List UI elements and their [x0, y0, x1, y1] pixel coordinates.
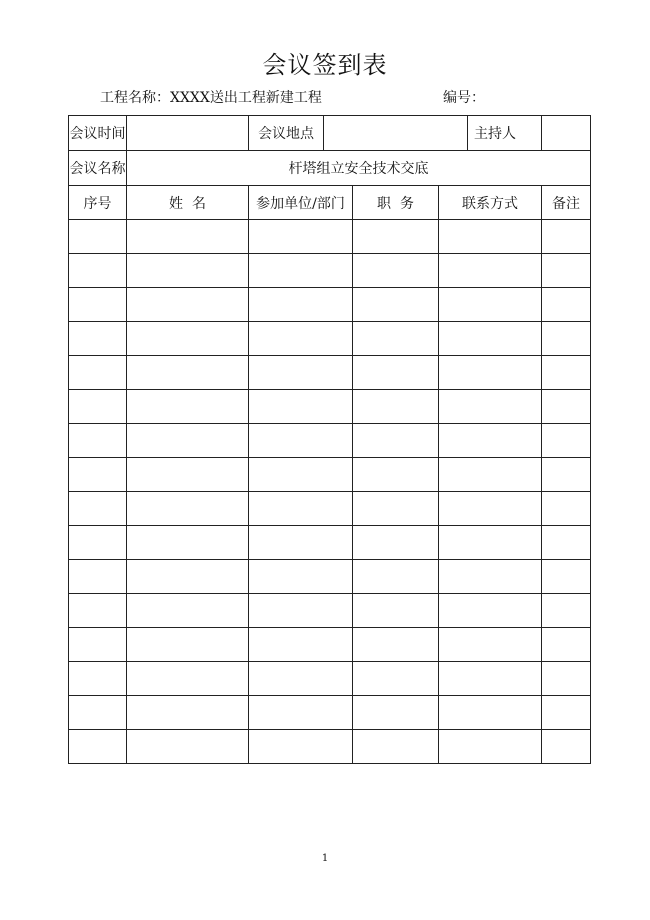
cell-contact[interactable] [439, 322, 542, 356]
cell-contact[interactable] [439, 254, 542, 288]
cell-position[interactable] [353, 492, 439, 526]
cell-index[interactable] [69, 424, 127, 458]
cell-index[interactable] [69, 560, 127, 594]
cell-remarks[interactable] [542, 526, 591, 560]
cell-position[interactable] [353, 288, 439, 322]
table-row [69, 662, 591, 696]
cell-index[interactable] [69, 696, 127, 730]
cell-unit[interactable] [249, 220, 353, 254]
cell-index[interactable] [69, 526, 127, 560]
cell-remarks[interactable] [542, 424, 591, 458]
page-number: 1 [321, 853, 329, 864]
header-index: 序号 [69, 186, 127, 220]
cell-contact[interactable] [439, 220, 542, 254]
cell-position[interactable] [353, 628, 439, 662]
host-value[interactable] [542, 116, 591, 151]
cell-index[interactable] [69, 288, 127, 322]
project-name-label: 工程名称：XXXX送出工程新建工程 [100, 90, 322, 106]
cell-position[interactable] [353, 730, 439, 764]
table-row [69, 220, 591, 254]
cell-unit[interactable] [249, 730, 353, 764]
table-row [69, 322, 591, 356]
cell-remarks[interactable] [542, 254, 591, 288]
table-row [69, 730, 591, 764]
cell-unit[interactable] [249, 322, 353, 356]
cell-unit[interactable] [249, 560, 353, 594]
cell-position[interactable] [353, 220, 439, 254]
cell-name[interactable] [127, 390, 249, 424]
cell-name[interactable] [127, 220, 249, 254]
cell-contact[interactable] [439, 730, 542, 764]
header-name: 姓 名 [127, 186, 249, 220]
header-remarks: 备注 [542, 186, 591, 220]
cell-position[interactable] [353, 662, 439, 696]
cell-position[interactable] [353, 458, 439, 492]
cell-index[interactable] [69, 322, 127, 356]
table-row [69, 458, 591, 492]
cell-name[interactable] [127, 696, 249, 730]
cell-remarks[interactable] [542, 458, 591, 492]
table-row [69, 560, 591, 594]
meeting-name-label: 会议名称 [69, 151, 127, 186]
cell-name[interactable] [127, 662, 249, 696]
cell-remarks[interactable] [542, 390, 591, 424]
cell-contact[interactable] [439, 288, 542, 322]
cell-name[interactable] [127, 628, 249, 662]
header-position: 职 务 [353, 186, 439, 220]
cell-index[interactable] [69, 220, 127, 254]
cell-remarks[interactable] [542, 220, 591, 254]
cell-position[interactable] [353, 390, 439, 424]
cell-unit[interactable] [249, 356, 353, 390]
meeting-place-label: 会议地点 [249, 116, 324, 151]
table-row [69, 594, 591, 628]
cell-contact[interactable] [439, 560, 542, 594]
cell-unit[interactable] [249, 526, 353, 560]
table-row [69, 390, 591, 424]
cell-contact[interactable] [439, 390, 542, 424]
cell-index[interactable] [69, 730, 127, 764]
cell-unit[interactable] [249, 458, 353, 492]
cell-name[interactable] [127, 288, 249, 322]
cell-name[interactable] [127, 424, 249, 458]
cell-position[interactable] [353, 254, 439, 288]
cell-name[interactable] [127, 526, 249, 560]
cell-contact[interactable] [439, 628, 542, 662]
cell-remarks[interactable] [542, 492, 591, 526]
cell-name[interactable] [127, 356, 249, 390]
cell-unit[interactable] [249, 288, 353, 322]
meeting-info-row [69, 116, 591, 151]
cell-position[interactable] [353, 356, 439, 390]
cell-name[interactable] [127, 254, 249, 288]
cell-unit[interactable] [249, 594, 353, 628]
cell-remarks[interactable] [542, 560, 591, 594]
cell-remarks[interactable] [542, 730, 591, 764]
cell-unit[interactable] [249, 424, 353, 458]
cell-index[interactable] [69, 492, 127, 526]
cell-position[interactable] [353, 322, 439, 356]
cell-remarks[interactable] [542, 288, 591, 322]
table-row [69, 628, 591, 662]
cell-unit[interactable] [249, 628, 353, 662]
cell-remarks[interactable] [542, 662, 591, 696]
meta-row [100, 88, 600, 108]
cell-name[interactable] [127, 560, 249, 594]
host-label: 主持人 [468, 116, 542, 151]
meeting-time-value[interactable] [127, 116, 249, 151]
cell-index[interactable] [69, 390, 127, 424]
cell-position[interactable] [353, 560, 439, 594]
cell-unit[interactable] [249, 696, 353, 730]
meeting-name-value[interactable]: 杆塔组立安全技术交底 [127, 151, 591, 186]
cell-name[interactable] [127, 322, 249, 356]
cell-contact[interactable] [439, 662, 542, 696]
table-row [69, 254, 591, 288]
cell-index[interactable] [69, 254, 127, 288]
page-title: 会议签到表 [262, 51, 388, 79]
cell-index[interactable] [69, 458, 127, 492]
cell-unit[interactable] [249, 492, 353, 526]
cell-unit[interactable] [249, 390, 353, 424]
cell-position[interactable] [353, 526, 439, 560]
cell-name[interactable] [127, 458, 249, 492]
cell-remarks[interactable] [542, 356, 591, 390]
cell-position[interactable] [353, 594, 439, 628]
cell-index[interactable] [69, 594, 127, 628]
cell-index[interactable] [69, 628, 127, 662]
header-unit: 参加单位/部门 [249, 186, 353, 220]
header-contact: 联系方式 [439, 186, 542, 220]
document-number-label: 编号： [443, 90, 485, 106]
sign-in-table [68, 115, 591, 764]
table-row [69, 424, 591, 458]
meeting-time-label: 会议时间 [69, 116, 127, 151]
cell-remarks[interactable] [542, 696, 591, 730]
cell-position[interactable] [353, 696, 439, 730]
table-row [69, 696, 591, 730]
table-row [69, 526, 591, 560]
cell-position[interactable] [353, 424, 439, 458]
cell-name[interactable] [127, 730, 249, 764]
table-row [69, 492, 591, 526]
cell-contact[interactable] [439, 424, 542, 458]
cell-contact[interactable] [439, 492, 542, 526]
cell-index[interactable] [69, 356, 127, 390]
cell-name[interactable] [127, 492, 249, 526]
cell-contact[interactable] [439, 526, 542, 560]
cell-remarks[interactable] [542, 628, 591, 662]
table-header-row [69, 186, 591, 220]
cell-contact[interactable] [439, 696, 542, 730]
cell-contact[interactable] [439, 356, 542, 390]
cell-contact[interactable] [439, 458, 542, 492]
cell-remarks[interactable] [542, 322, 591, 356]
cell-unit[interactable] [249, 662, 353, 696]
cell-contact[interactable] [439, 594, 542, 628]
meeting-name-row [69, 151, 591, 186]
cell-unit[interactable] [249, 254, 353, 288]
meeting-place-value[interactable] [324, 116, 468, 151]
cell-name[interactable] [127, 594, 249, 628]
table-row [69, 288, 591, 322]
cell-index[interactable] [69, 662, 127, 696]
sign-in-table-body [69, 116, 591, 764]
table-row [69, 356, 591, 390]
cell-remarks[interactable] [542, 594, 591, 628]
